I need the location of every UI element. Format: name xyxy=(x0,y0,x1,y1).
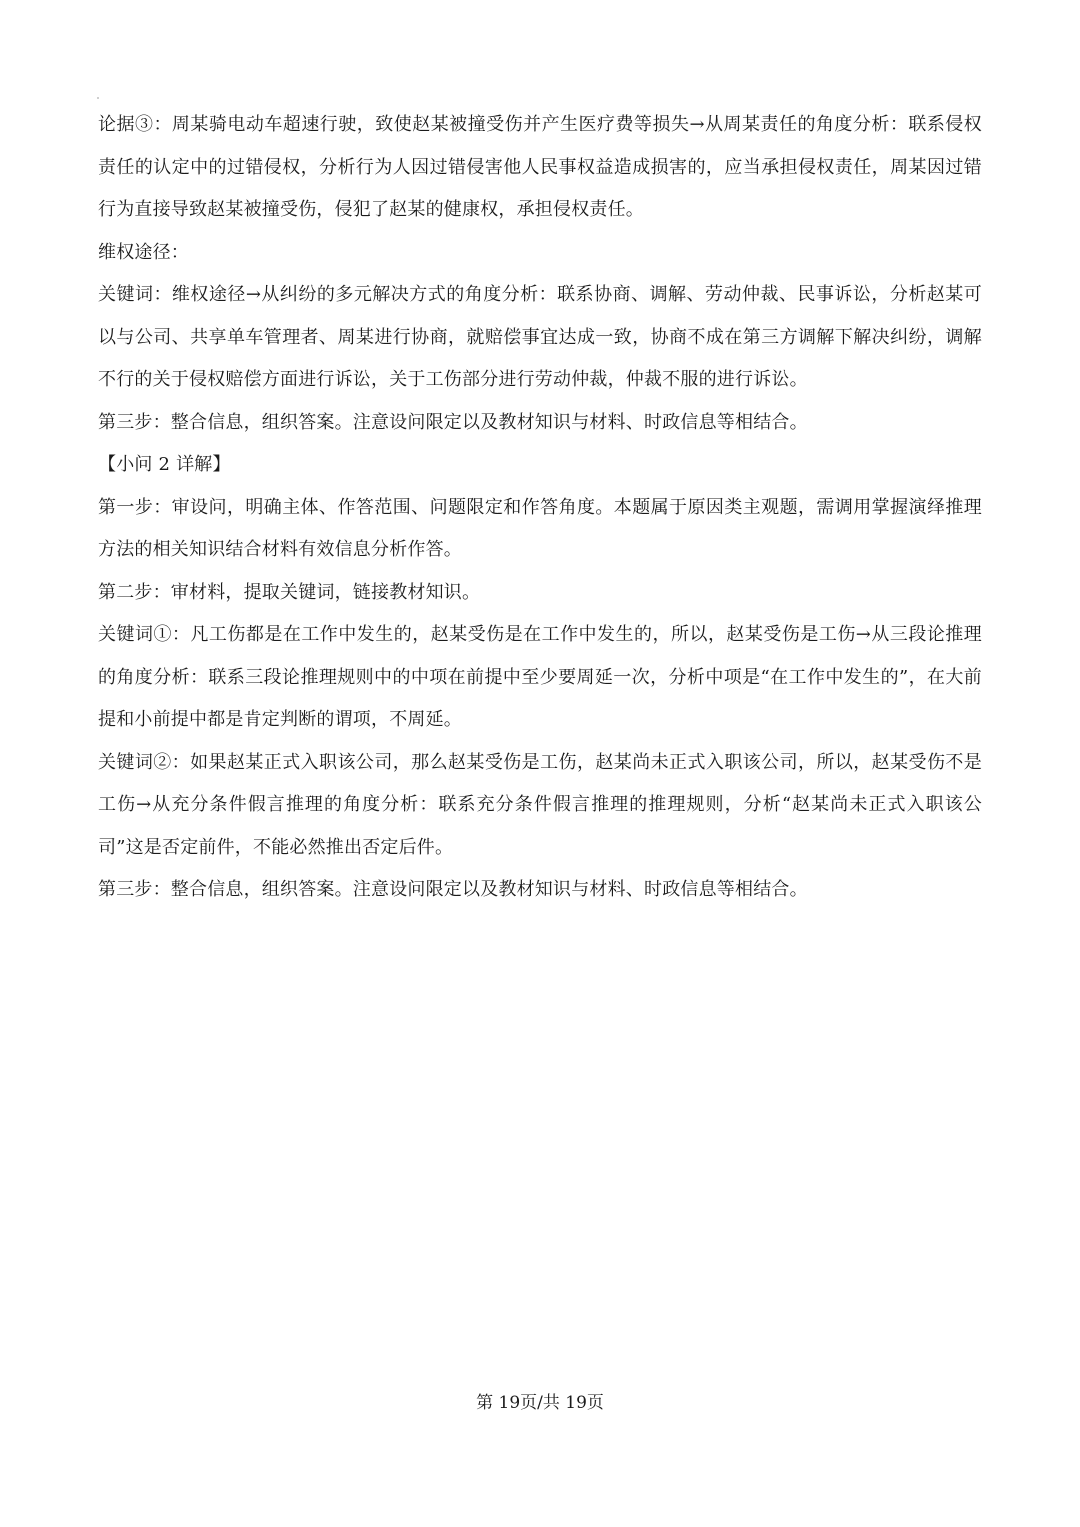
paragraph-keyword-2: 关键词②：如果赵某正式入职该公司，那么赵某受伤是工伤，赵某尚未正式入职该公司，所以，赵某受伤不是工伤→从充分条件假言推理的角度分析：联系充分条件假言推理的推理规则，分析“赵某尚未正式入职该公司”这是否定前件，不能必然推出否定后件。 xyxy=(98,751,982,858)
paragraph-step-2: 第二步：审材料，提取关键词，链接教材知识。 xyxy=(98,581,481,603)
paragraph-rights-path-keyword: 关键词：维权途径→从纠纷的多元解决方式的角度分析：联系协商、调解、劳动仲裁、民事诉讼，分析赵某可以与公司、共享单车管理者、周某进行协商，就赔偿事宜达成一致，协商不成在第三方调解下解决纠纷，调解不行的关于侵权赔偿方面进行诉讼，关于工伤部分进行劳动仲裁，仲裁不服的进行诉讼。 xyxy=(98,284,982,390)
paragraph-step-3: 第三步：整合信息，组织答案。注意设问限定以及教材知识与材料、时政信息等相结合。 xyxy=(98,411,808,433)
paragraph-step-3-final: 第三步：整合信息，组织答案。注意设问限定以及教材知识与材料、时政信息等相结合。 xyxy=(98,879,808,900)
paragraph-keyword-1: 关键词①：凡工伤都是在工作中发生的，赵某受伤是在工作中发生的，所以，赵某受伤是工伤→从三段论推理的角度分析：联系三段论推理规则中的中项在前提中至少要周延一次，分析中项是“在工作中发生的”，在大前提和小前提中都是肯定判断的谓项，不周延。 xyxy=(98,624,982,730)
paragraph-argument-3: 论据③：周某骑电动车超速行驶，致使赵某被撞受伤并产生医疗费等损失→从周某责任的角度分析：联系侵权责任的认定中的过错侵权，分析行为人因过错侵害他人民事权益造成损害的，应当承担侵权责任，周某因过错行为直接导致赵某被撞受伤，侵犯了赵某的健康权，承担侵权责任。 xyxy=(98,114,982,220)
section-heading-q2: 【小问 2 详解】 xyxy=(98,454,231,475)
page-number-footer: 第 19页/共 19页 xyxy=(476,1393,604,1413)
paragraph-step-1: 第一步：审设问，明确主体、作答范围、问题限定和作答角度。本题属于原因类主观题，需调用掌握演绎推理方法的相关知识结合材料有效信息分析作答。 xyxy=(98,496,982,560)
page-body xyxy=(98,104,982,912)
paragraph-rights-path-heading: 维权途径： xyxy=(98,241,189,263)
corner-mark xyxy=(97,97,99,99)
